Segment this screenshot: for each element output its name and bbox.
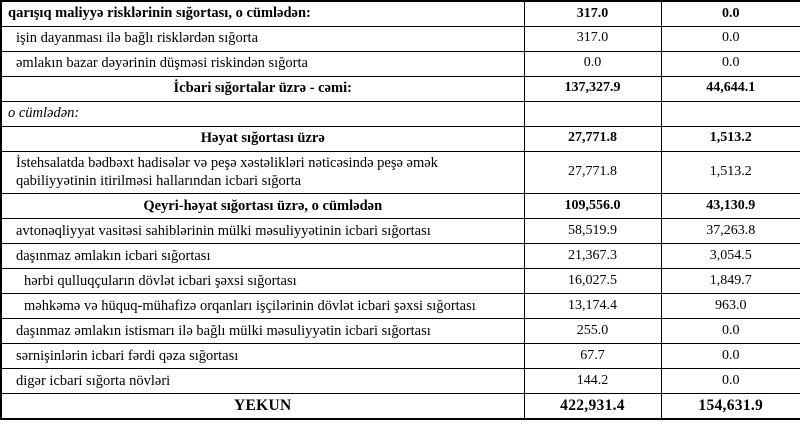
row-label: o cümlədən: (1, 101, 524, 126)
row-value-col2: 154,631.9 (661, 394, 800, 420)
row-value-col1: 16,027.5 (524, 269, 661, 294)
row-value-col2: 44,644.1 (661, 76, 800, 101)
row-value-col1: 255.0 (524, 319, 661, 344)
table-row (1, 26, 800, 51)
row-label: İstehsalatda bədbəxt hadisələr və peşə xəstəlikləri nəticəsində peşə əmək qabiliyyətinin itirilməsi hallarından icbari sığorta (1, 151, 524, 194)
row-value-col1: 21,367.3 (524, 244, 661, 269)
row-value-col2: 0.0 (661, 369, 800, 394)
row-value-col1: 422,931.4 (524, 394, 661, 420)
row-value-col1 (524, 101, 661, 126)
row-value-col1: 58,519.9 (524, 219, 661, 244)
row-value-col1: 0.0 (524, 51, 661, 76)
row-value-col2: 0.0 (661, 26, 800, 51)
row-value-col1: 13,174.4 (524, 294, 661, 319)
row-label: işin dayanması ilə bağlı risklərdən sığorta (1, 26, 524, 51)
row-value-col2: 1,849.7 (661, 269, 800, 294)
row-value-col1: 317.0 (524, 1, 661, 26)
row-label: qarışıq maliyyə risklərinin sığortası, o cümlədən: (1, 1, 524, 26)
row-value-col1: 67.7 (524, 344, 661, 369)
row-value-col2: 0.0 (661, 51, 800, 76)
row-label: daşınmaz əmlakın istismarı ilə bağlı mülki məsuliyyətin icbari sığortası (1, 319, 524, 344)
table-row (1, 394, 800, 420)
row-value-col2: 37,263.8 (661, 219, 800, 244)
row-label: hərbi qulluqçuların dövlət icbari şəxsi sığortası (1, 269, 524, 294)
table-body (1, 1, 800, 419)
row-label: Qeyri-həyat sığortası üzrə, o cümlədən (1, 194, 524, 219)
row-value-col2 (661, 101, 800, 126)
row-label: YEKUN (1, 394, 524, 420)
table-row (1, 151, 800, 194)
row-value-col2: 0.0 (661, 1, 800, 26)
row-value-col2: 3,054.5 (661, 244, 800, 269)
table-row (1, 294, 800, 319)
table-row (1, 369, 800, 394)
row-value-col1: 144.2 (524, 369, 661, 394)
row-label: sərnişinlərin icbari fərdi qəza sığortası (1, 344, 524, 369)
row-label: məhkəmə və hüquq-mühafizə orqanları işçilərinin dövlət icbari şəxsi sığortası (1, 294, 524, 319)
row-label: Həyat sığortası üzrə (1, 126, 524, 151)
table-row (1, 101, 800, 126)
row-value-col1: 27,771.8 (524, 151, 661, 194)
row-value-col2: 0.0 (661, 344, 800, 369)
table-row (1, 344, 800, 369)
row-value-col2: 43,130.9 (661, 194, 800, 219)
row-value-col2: 1,513.2 (661, 151, 800, 194)
row-label: digər icbari sığorta növləri (1, 369, 524, 394)
table-row (1, 194, 800, 219)
table-row (1, 319, 800, 344)
row-label: daşınmaz əmlakın icbari sığortası (1, 244, 524, 269)
row-value-col2: 0.0 (661, 319, 800, 344)
table-row (1, 51, 800, 76)
row-label: avtonəqliyyat vasitəsi sahiblərinin mülki məsuliyyətinin icbari sığortası (1, 219, 524, 244)
row-value-col1: 317.0 (524, 26, 661, 51)
row-value-col1: 109,556.0 (524, 194, 661, 219)
row-value-col2: 1,513.2 (661, 126, 800, 151)
row-label: İcbari sığortalar üzrə - cəmi: (1, 76, 524, 101)
table-row (1, 219, 800, 244)
row-label: əmlakın bazar dəyərinin düşməsi riskindən sığorta (1, 51, 524, 76)
row-value-col1: 137,327.9 (524, 76, 661, 101)
table-row (1, 269, 800, 294)
table-row (1, 1, 800, 26)
table-row (1, 76, 800, 101)
table-row (1, 126, 800, 151)
row-value-col1: 27,771.8 (524, 126, 661, 151)
row-value-col2: 963.0 (661, 294, 800, 319)
table-row (1, 244, 800, 269)
